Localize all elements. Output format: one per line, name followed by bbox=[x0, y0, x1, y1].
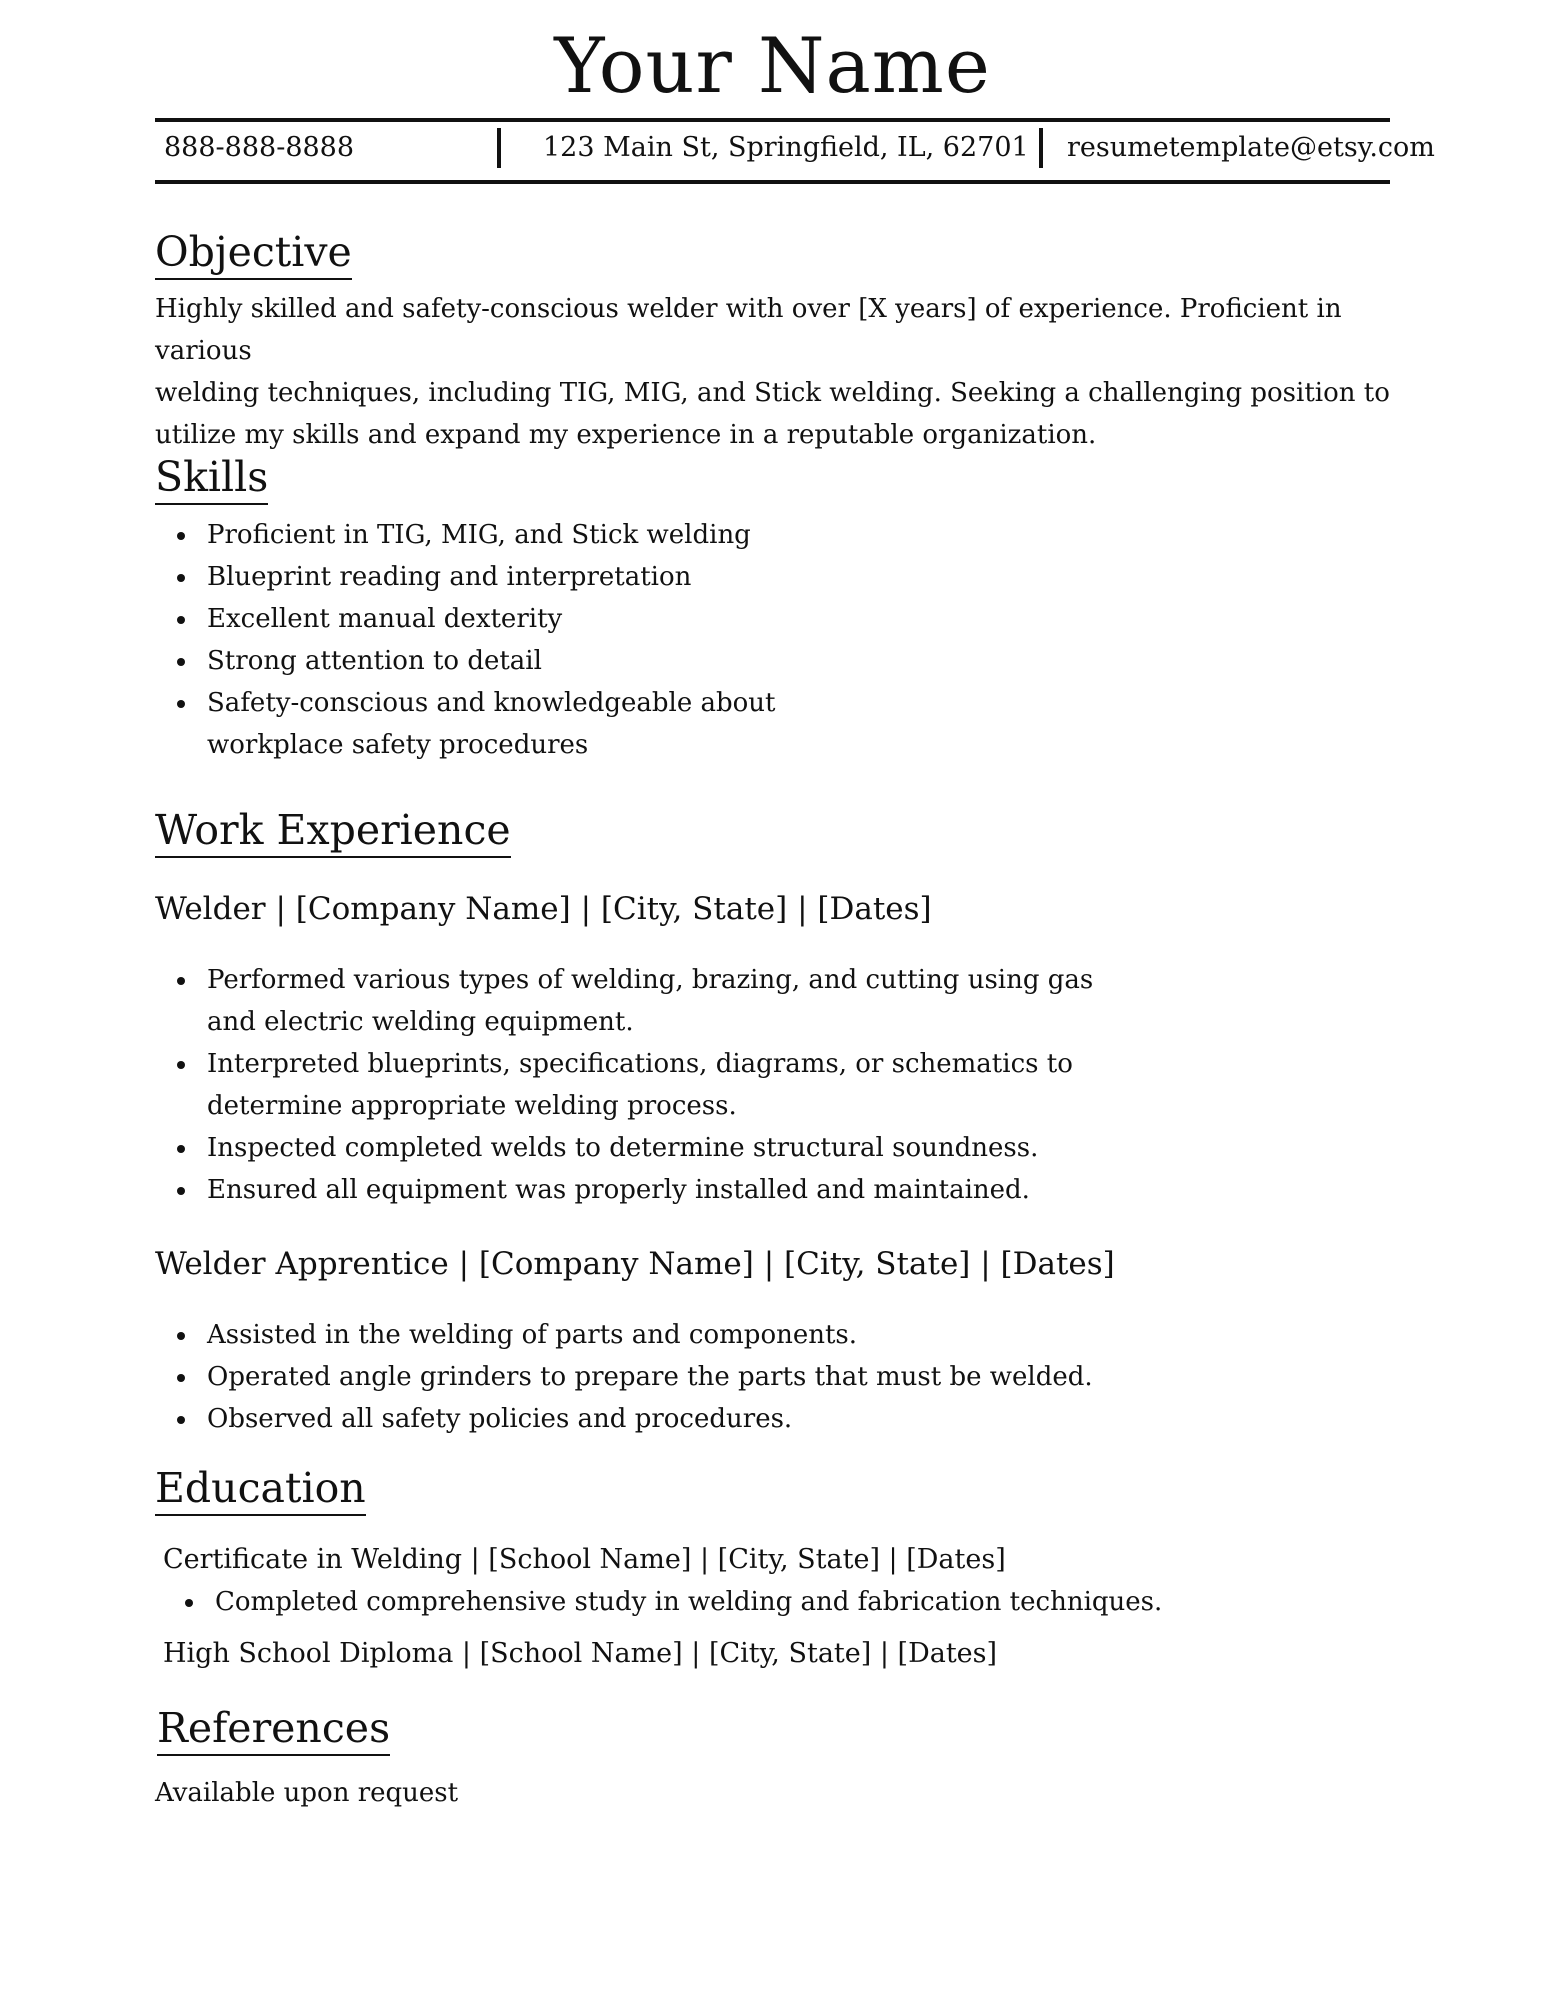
job-duties-list bbox=[155, 959, 1355, 1211]
skill-item: Strong attention to detail bbox=[155, 640, 1355, 682]
job-title: Welder | [Company Name] | [City, State] | [Dates] bbox=[155, 891, 932, 927]
phone-number: 888-888-8888 bbox=[164, 132, 355, 163]
objective-text bbox=[155, 288, 1390, 456]
header-bottom-rule bbox=[155, 180, 1390, 184]
job-title: Welder Apprentice | [Company Name] | [City, State] | [Dates] bbox=[155, 1246, 1115, 1282]
references-text: Available upon request bbox=[155, 1778, 459, 1808]
objective-line: utilize my skills and expand my experience in a reputable organization. bbox=[155, 420, 1097, 450]
resume-name: Your Name bbox=[554, 21, 991, 110]
objective-line: Highly skilled and safety-conscious welder with over [X years] of experience. Proficient in various bbox=[155, 294, 1342, 366]
skill-item: Blueprint reading and interpretation bbox=[155, 556, 1355, 598]
skill-item: Excellent manual dexterity bbox=[155, 598, 1355, 640]
skill-item: Proficient in TIG, MIG, and Stick welding bbox=[155, 514, 1355, 556]
references-heading: References bbox=[157, 1708, 390, 1756]
job-duty-item: Performed various types of welding, brazing, and cutting using gas and electric welding equipment. bbox=[155, 959, 1355, 1043]
job-duty-item: Observed all safety policies and procedures. bbox=[155, 1398, 1355, 1440]
job-duty-item: Assisted in the welding of parts and components. bbox=[155, 1314, 1355, 1356]
header-top-rule bbox=[155, 118, 1390, 122]
skills-heading: Skills bbox=[155, 457, 268, 505]
skills-list bbox=[155, 514, 1355, 766]
job-duty-item: Operated angle grinders to prepare the parts that must be welded. bbox=[155, 1356, 1355, 1398]
education-heading: Education bbox=[155, 1468, 366, 1516]
skill-item: Safety-conscious and knowledgeable about workplace safety procedures bbox=[155, 682, 1355, 766]
job-duty-item: Interpreted blueprints, specifications, diagrams, or schematics to determine appropriate welding process. bbox=[155, 1043, 1355, 1127]
education-entry-title: Certificate in Welding | [School Name] | [City, State] | [Dates] bbox=[163, 1544, 1006, 1575]
education-entry-title: High School Diploma | [School Name] | [City, State] | [Dates] bbox=[163, 1638, 998, 1669]
education-detail-item: Completed comprehensive study in welding and fabrication techniques. bbox=[163, 1581, 1363, 1623]
objective-line: welding techniques, including TIG, MIG, and Stick welding. Seeking a challenging position to bbox=[155, 378, 1390, 408]
contact-divider bbox=[497, 128, 501, 168]
address: 123 Main St, Springfield, IL, 62701 bbox=[543, 132, 1029, 163]
contact-divider bbox=[1039, 128, 1043, 168]
job-duties-list bbox=[155, 1314, 1355, 1440]
job-duty-item: Ensured all equipment was properly installed and maintained. bbox=[155, 1169, 1355, 1211]
education-details-list bbox=[163, 1581, 1363, 1623]
job-duty-item: Inspected completed welds to determine structural soundness. bbox=[155, 1127, 1355, 1169]
objective-heading: Objective bbox=[155, 232, 352, 280]
work-experience-heading: Work Experience bbox=[155, 810, 511, 858]
email-address: resumetemplate@etsy.com bbox=[1067, 132, 1435, 163]
